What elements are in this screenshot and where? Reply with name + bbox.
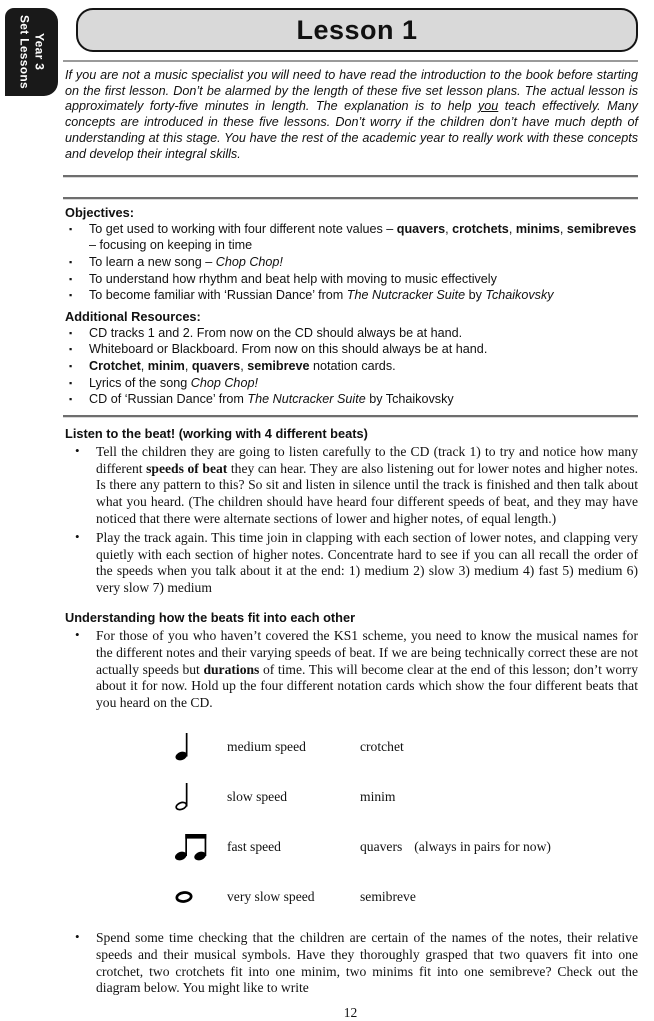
note-row [175,872,638,922]
note-name-label: quavers [360,838,403,854]
section-divider [63,175,638,178]
list-item: ▪ CD of ‘Russian Dance’ from The Nutcracker Suite by Tchaikovsky [69,392,454,407]
list-item: • For those of you who haven’t covered the KS1 scheme, you need to know the musical names for the different notes and their varying speeds of beat. If we are being technically correct these are not actually speeds but durations of time. This will become clear at the end of this lesson; don’t worry about it for now. Hold up the four different notation cards which show the four different beats that you heard on the CD. [75,626,638,711]
list-item: • Tell the children they are going to listen carefully to the CD (track 1) to try and notice how many different speeds of beat they can hear. They are also listening out for lower notes and higher notes. Is there any pattern to this? So sit and listen in silence until the track is finished and then talk about what you heard. (The children should have heard four different speeds of beat, and they may have noticed that there were alternate sections of lower and higher notes, of equal length.) [75,442,639,526]
objectives-heading: Objectives: [65,204,134,220]
closing-list [63,930,638,997]
list-item: ▪ To understand how rhythm and beat help with moving to music effectively [69,271,497,286]
page-title: Lesson 1 [296,14,418,45]
resources-list [63,325,638,408]
note-row [175,822,638,872]
minim-note-icon [175,782,227,811]
list-item: ▪ To become familiar with ‘Russian Dance’ from The Nutcracker Suite by Tchaikovsky [69,288,554,303]
square-bullet-icon: ▪ [69,257,73,267]
semibreve-note-icon [175,891,227,903]
square-bullet-icon: ▪ [69,223,73,234]
note-row [175,772,638,822]
note-speed-label: fast speed [227,838,281,854]
square-bullet-icon: ▪ [69,344,73,355]
intro-paragraph: If you are not a music specialist you will need to have read the introduction to the book before starting on the first lesson. Don’t be alarmed by the length of these five set lesson plans. The actual lesson is approximately forty-five minutes in length. The explanation is to help you teach effectively. Many concepts are introduced in these five lessons. Don’t worry if the children don’t have much depth of understanding at this stage. You have the rest of the academic year to really work with these concepts and develop their integral skills. [65,68,638,161]
year-tab [5,8,58,96]
listen-heading: Listen to the beat! (working with 4 different beats) [65,425,368,441]
note-name-label: minim [360,788,396,804]
section-divider [63,197,638,200]
square-bullet-icon: ▪ [69,394,73,405]
round-bullet-icon: • [75,928,80,944]
square-bullet-icon: ▪ [69,327,73,338]
note-row [175,722,638,772]
title-rule [63,60,638,62]
list-item: ▪ To get used to working with four different note values – quavers, crotchets, minims, semibreves – focusing on keeping in time [69,221,637,253]
section-divider [63,415,638,418]
list-item: ▪ Whiteboard or Blackboard. From now on this should always be at hand. [69,342,488,357]
list-item: • Play the track again. This time join in clapping with each section of lower notes, and clapping very quietly with each section of higher notes. Concentrate hard to see if you can all recall the order of the speeds when you talk about it at the end: 1) medium 2) slow 3) medium 4) fast 5) medium 6) very slow 7) medium [75,528,638,596]
note-name-label: semibreve [360,888,416,904]
listen-list [63,444,638,597]
list-item: ▪ To learn a new song – Chop Chop! [69,255,283,269]
note-speed-label: medium speed [227,738,306,754]
resources-heading: Additional Resources: [65,308,201,324]
crotchet-note-icon [175,732,227,761]
page-number: 12 [343,1005,358,1021]
list-item: ▪ Lyrics of the song Chop Chop! [69,375,258,390]
square-bullet-icon: ▪ [69,377,73,388]
quavers-note-icon [175,832,227,861]
note-name-label: crotchet [360,738,404,754]
page [0,8,654,1021]
note-speed-label: slow speed [227,788,288,804]
tab-year-label: Year 3 [32,33,47,71]
list-item: ▪ CD tracks 1 and 2. From now on the CD should always be at hand. [69,325,463,340]
round-bullet-icon: • [75,442,80,458]
understanding-list [63,628,638,712]
square-bullet-icon: ▪ [69,360,73,371]
list-item: • Spend some time checking that the children are certain of the names of the notes, their relative speeds and their musical symbols. Have they thoroughly grasped that two quavers fit into one crotchet, two crotchets fit into one minim, two minims fit into one semibreve? Check out the diagram below. You might like to write [75,928,638,996]
note-table [175,722,638,922]
tab-series-label: Set Lessons [17,15,32,89]
list-item: ▪ Crotchet, minim, quavers, semibreve notation cards. [69,358,396,373]
understanding-heading: Understanding how the beats fit into each other [65,609,356,625]
square-bullet-icon: ▪ [69,273,73,284]
note-annotation: (always in pairs for now) [414,838,551,854]
square-bullet-icon: ▪ [69,290,73,301]
round-bullet-icon: • [75,626,80,642]
note-speed-label: very slow speed [227,888,315,904]
lesson-title-box [76,8,638,52]
round-bullet-icon: • [75,528,80,544]
objectives-list [63,221,638,304]
